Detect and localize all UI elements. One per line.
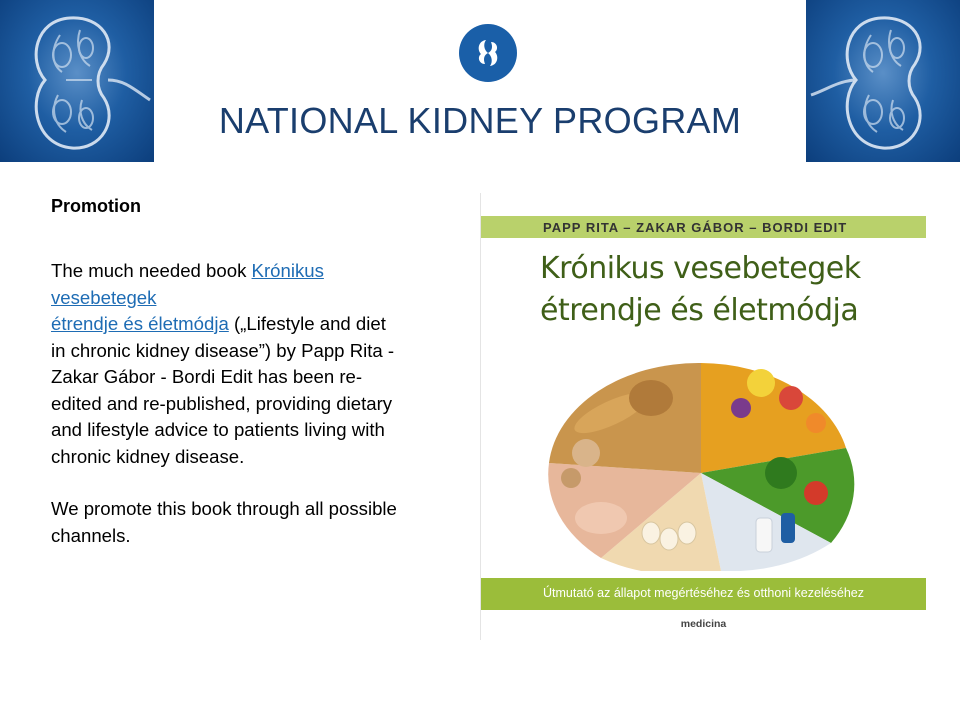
book-link-line2: étrendje és életmódja (51, 313, 229, 334)
section-heading: Promotion (51, 196, 141, 216)
promotion-text (51, 258, 397, 549)
book-cover (480, 193, 926, 640)
book-publisher: medicina (680, 618, 727, 630)
logo-icon (459, 24, 517, 82)
book-link-line1: Krónikus vesebetegek (51, 260, 324, 308)
book-title-line1: Krónikus vesebetegek (540, 251, 861, 286)
program-logo (459, 24, 517, 82)
food-pyramid-image (541, 353, 861, 571)
paragraph-2: We promote this book through all possible channels. (51, 498, 397, 546)
book-subtitle: Útmutató az állapot megértéséhez és otthoni kezeléséhez (542, 586, 865, 600)
book-authors: PAPP RITA – ZAKAR GÁBOR – BORDI EDIT (543, 220, 848, 235)
paragraph-1-intro: The much needed book (51, 260, 252, 281)
paragraph-1-rest: („Lifestyle and diet in chronic kidney disease”) by Papp Rita - Zakar Gábor - Bordi Edit has been re-edited and re-published, providing dietary and lifestyle advice to patients living with chronic kidney disease. (51, 313, 395, 467)
paragraph-1 (51, 258, 397, 470)
page-title: NATIONAL KIDNEY PROGRAM (218, 100, 742, 141)
book-title-line2: étrendje és életmódja (540, 293, 859, 328)
